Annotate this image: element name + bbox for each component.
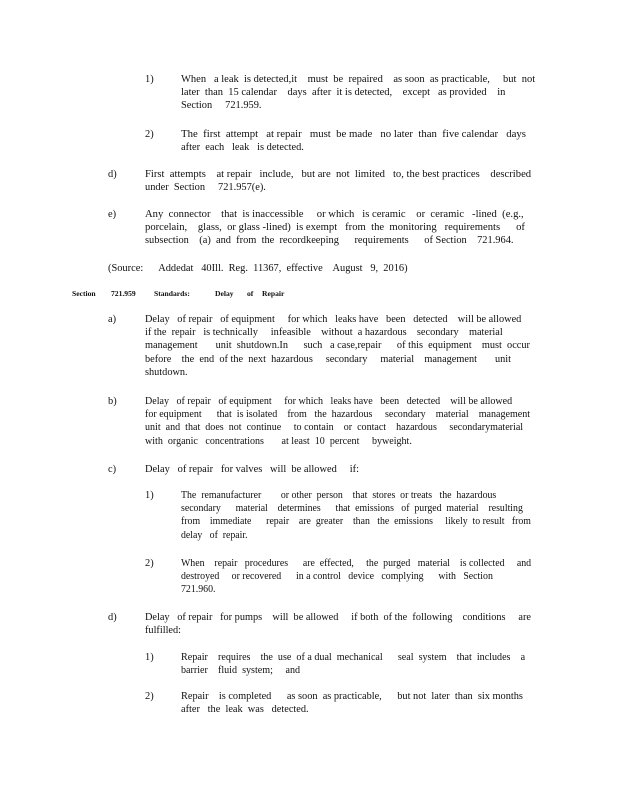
- text-line: before the end of the next hazardous secondary material management unit: [145, 353, 512, 365]
- text-line: management unit shutdown.In such a case,repair of this equipment must occur: [145, 340, 530, 352]
- text-line: delay of repair.: [181, 529, 248, 541]
- text-line: under Section 721.957(e).: [145, 182, 266, 194]
- paragraph-c-1: [181, 489, 551, 542]
- source-note: (Source: Addedat 40Ill. Reg. 11367, effective August 9, 2016): [108, 263, 408, 274]
- text-line: with organic concentrations at least 10 percent byweight.: [145, 435, 412, 447]
- paragraph-item-2: [181, 128, 526, 154]
- text-line: The first attempt at repair must be made no later than five calendar days: [181, 129, 526, 140]
- text-line: Repair is completed as soon as practicable, but not later than six months: [181, 691, 523, 702]
- item-marker: 1): [145, 490, 154, 501]
- text-line: shutdown.: [145, 366, 188, 378]
- text-line: secondary material determines that emissions of purged material resulting: [181, 503, 523, 515]
- item-marker: a): [108, 314, 117, 325]
- section-title-word: Delay: [215, 289, 234, 298]
- item-marker: 1): [145, 652, 154, 663]
- item-marker: 2): [145, 558, 154, 569]
- paragraph-a: [145, 313, 533, 379]
- text-line: Delay of repair for valves will be allowed if:: [145, 464, 360, 475]
- paragraph-e: [145, 208, 525, 248]
- item-marker: 1): [145, 74, 154, 85]
- text-line: unit and that does not continue to contain or contact hazardous secondarymaterial: [145, 422, 524, 434]
- item-marker: 2): [145, 691, 154, 702]
- text-line: if the repair is technically infeasible without a hazardous secondary material: [145, 327, 503, 339]
- text-line: later than 15 calendar days after it is detected, except as provided in: [181, 87, 506, 99]
- text-line: Any connector that is inaccessible or which is ceramic or ceramic -lined (e.g.,: [145, 209, 524, 220]
- section-number: 721.959: [111, 289, 136, 298]
- item-marker: b): [108, 396, 117, 407]
- item-marker: e): [108, 209, 117, 220]
- text-line: When repair procedures are effected, the purged material is collected and: [181, 558, 532, 569]
- text-line: Repair requires the use of a dual mechanical seal system that includes a: [181, 652, 526, 663]
- text-line: destroyed or recovered in a control device complying with Section: [181, 571, 493, 583]
- section-title-word: of: [247, 289, 254, 298]
- text-line: barrier fluid system; and: [181, 665, 301, 677]
- text-line: porcelain, glass, or glass -lined) is exempt from the monitoring requirements of: [145, 222, 525, 234]
- item-marker: d): [108, 169, 117, 180]
- text-line: after the leak was detected.: [181, 704, 309, 716]
- item-marker: c): [108, 464, 117, 475]
- text-line: First attempts at repair include, but are not limited to, the best practices described: [145, 169, 532, 180]
- paragraph-item-1: [181, 73, 536, 113]
- text-line: for equipment that is isolated from the hazardous secondary material management: [145, 409, 531, 421]
- paragraph-d: [145, 168, 532, 194]
- item-marker: d): [108, 612, 117, 623]
- section-label: Section: [72, 289, 96, 298]
- text-line: from immediate repair are greater than the emissions likely to result from: [181, 516, 531, 528]
- paragraph-d-pumps: [145, 611, 535, 637]
- text-line: Delay of repair of equipment for which leaks have been detected will be allowed: [145, 396, 513, 407]
- text-line: after each leak is detected.: [181, 142, 304, 154]
- paragraph-d-2: [181, 690, 525, 716]
- paragraph-c-2: [181, 557, 550, 597]
- text-line: subsection (a) and from the recordkeeping requirements of Section 721.964.: [145, 235, 514, 247]
- text-line: fulfilled:: [145, 625, 181, 637]
- text-line: 721.960.: [181, 584, 216, 596]
- text-line: The remanufacturer or other person that stores or treats the hazardous: [181, 490, 497, 501]
- section-title-word: Standards:: [154, 289, 190, 298]
- text-line: Delay of repair for pumps will be allowed if both of the following conditions are: [145, 612, 531, 623]
- text-line: Section 721.959.: [181, 100, 262, 112]
- item-marker: 2): [145, 129, 154, 140]
- paragraph-b: [145, 395, 543, 448]
- text-line: Delay of repair of equipment for which leaks have been detected will be allowed: [145, 314, 522, 325]
- paragraph-d-1: [181, 651, 535, 677]
- paragraph-c: [145, 463, 359, 476]
- section-title-word: Repair: [262, 289, 285, 298]
- text-line: When a leak is detected,it must be repaired as soon as practicable, but not: [181, 74, 536, 85]
